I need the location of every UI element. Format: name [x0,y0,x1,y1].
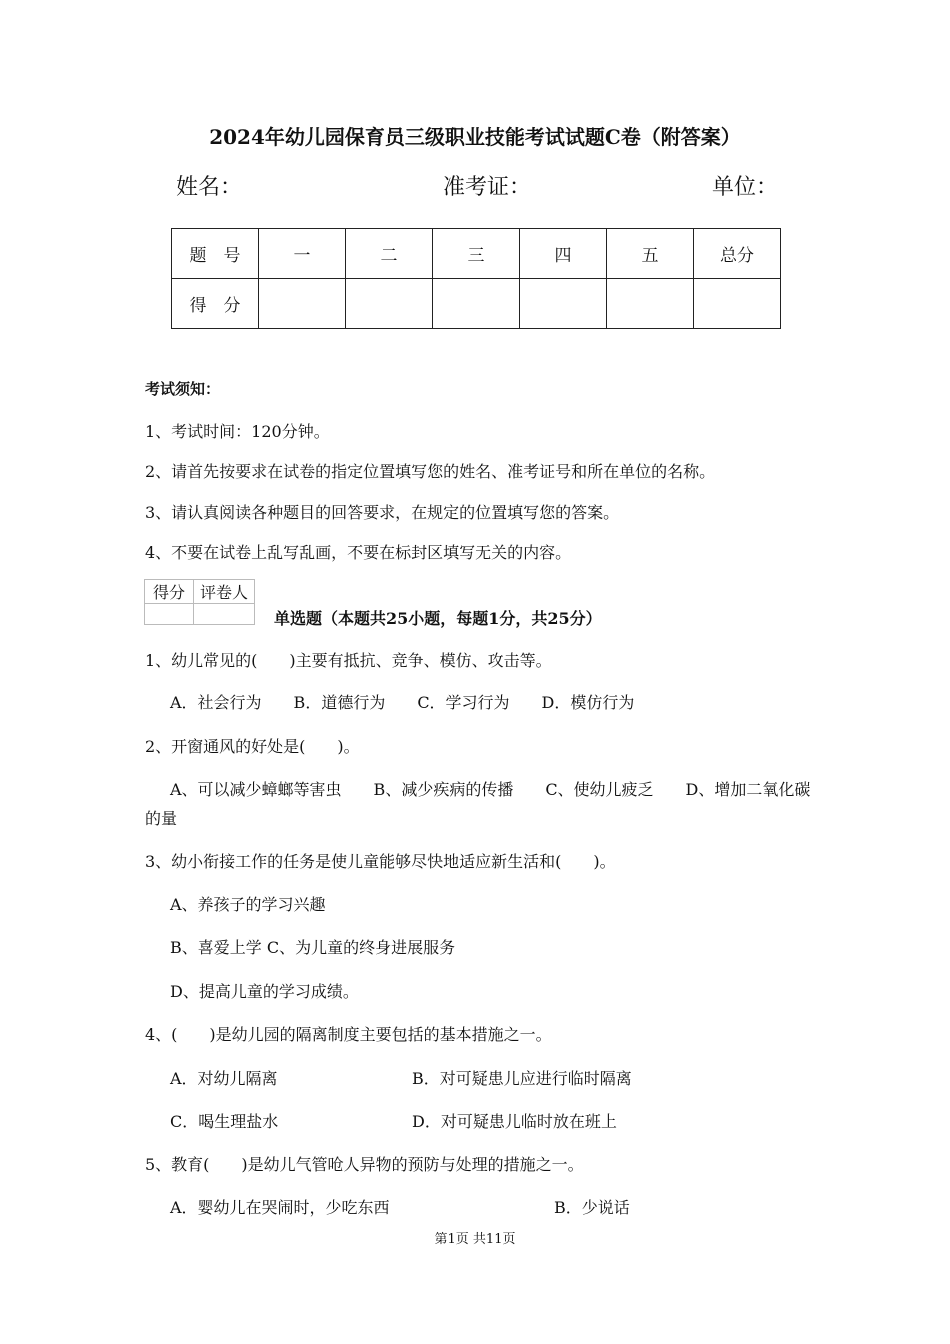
section-title: 单选题（本题共25小题，每题1分，共25分） [274,609,602,628]
score-table-column-1: 一 [259,229,346,279]
question-option: B、喜爱上学 C、为儿童的终身进展服务 [170,938,456,957]
question-stem: 3、幼小衔接工作的任务是使儿童能够尽快地适应新生活和( )。 [145,852,616,871]
question-stem: 2、开窗通风的好处是( )。 [145,737,360,756]
score-table [171,228,781,329]
score-cell-3 [433,279,520,329]
score-table-column-3: 三 [433,229,520,279]
score-table-column-2: 二 [346,229,433,279]
score-cell-4 [520,279,607,329]
score-cell-2 [346,279,433,329]
score-cell-5 [607,279,694,329]
notice-item: 4、不要在试卷上乱写乱画，不要在标封区填写无关的内容。 [145,543,572,562]
grader-table-score-cell [145,604,194,625]
notice-title: 考试须知： [145,380,221,398]
question-options: A．社会行为 B．道德行为 C．学习行为 D．模仿行为 [170,693,635,712]
question-option: A．婴幼儿在哭闹时，少吃东西 [170,1198,390,1217]
score-table-header-label: 题 号 [172,229,259,279]
question-options-wrap: 的量 [145,809,178,828]
score-cell-total [694,279,781,329]
question-stem: 5、教育( )是幼儿气管呛人异物的预防与处理的措施之一。 [145,1155,584,1174]
grader-table [144,579,255,625]
grader-table-grader-cell [194,604,255,625]
score-table-score-label: 得 分 [172,279,259,329]
grader-table-grader-label: 评卷人 [194,580,255,604]
question-option: B．少说话 [554,1198,630,1217]
question-option: C．喝生理盐水 [170,1112,279,1131]
question-option: A、养孩子的学习兴趣 [170,895,326,914]
notice-item: 2、请首先按要求在试卷的指定位置填写您的姓名、准考证号和所在单位的名称。 [145,462,716,481]
page-footer: 第1页 共11页 [434,1232,516,1247]
notice-item: 3、请认真阅读各种题目的回答要求，在规定的位置填写您的答案。 [145,503,620,522]
question-option: D．对可疑患儿临时放在班上 [412,1112,617,1131]
score-table-header-row [172,229,781,279]
question-option: D、提高儿童的学习成绩。 [170,982,359,1001]
page-title: 2024年幼儿园保育员三级职业技能考试试题C卷（附答案） [209,125,741,149]
unit-field-label: 单位： [712,175,779,200]
score-table-column-5: 五 [607,229,694,279]
name-field-label: 姓名： [176,175,243,200]
score-table-score-row [172,279,781,329]
question-stem: 1、幼儿常见的( )主要有抵抗、竞争、模仿、攻击等。 [145,651,552,670]
exam-number-field-label: 准考证： [443,175,532,200]
notice-item: 1、考试时间：120分钟。 [145,422,330,441]
score-table-column-4: 四 [520,229,607,279]
question-option: B．对可疑患儿应进行临时隔离 [412,1069,632,1088]
question-stem: 4、( )是幼儿园的隔离制度主要包括的基本措施之一。 [145,1025,552,1044]
score-table-column-total: 总分 [694,229,781,279]
grader-table-score-label: 得分 [145,580,194,604]
score-cell-1 [259,279,346,329]
question-options: A、可以减少蟑螂等害虫 B、减少疾病的传播 C、使幼儿疲乏 D、增加二氧化碳 [170,780,811,799]
question-option: A．对幼儿隔离 [170,1069,278,1088]
